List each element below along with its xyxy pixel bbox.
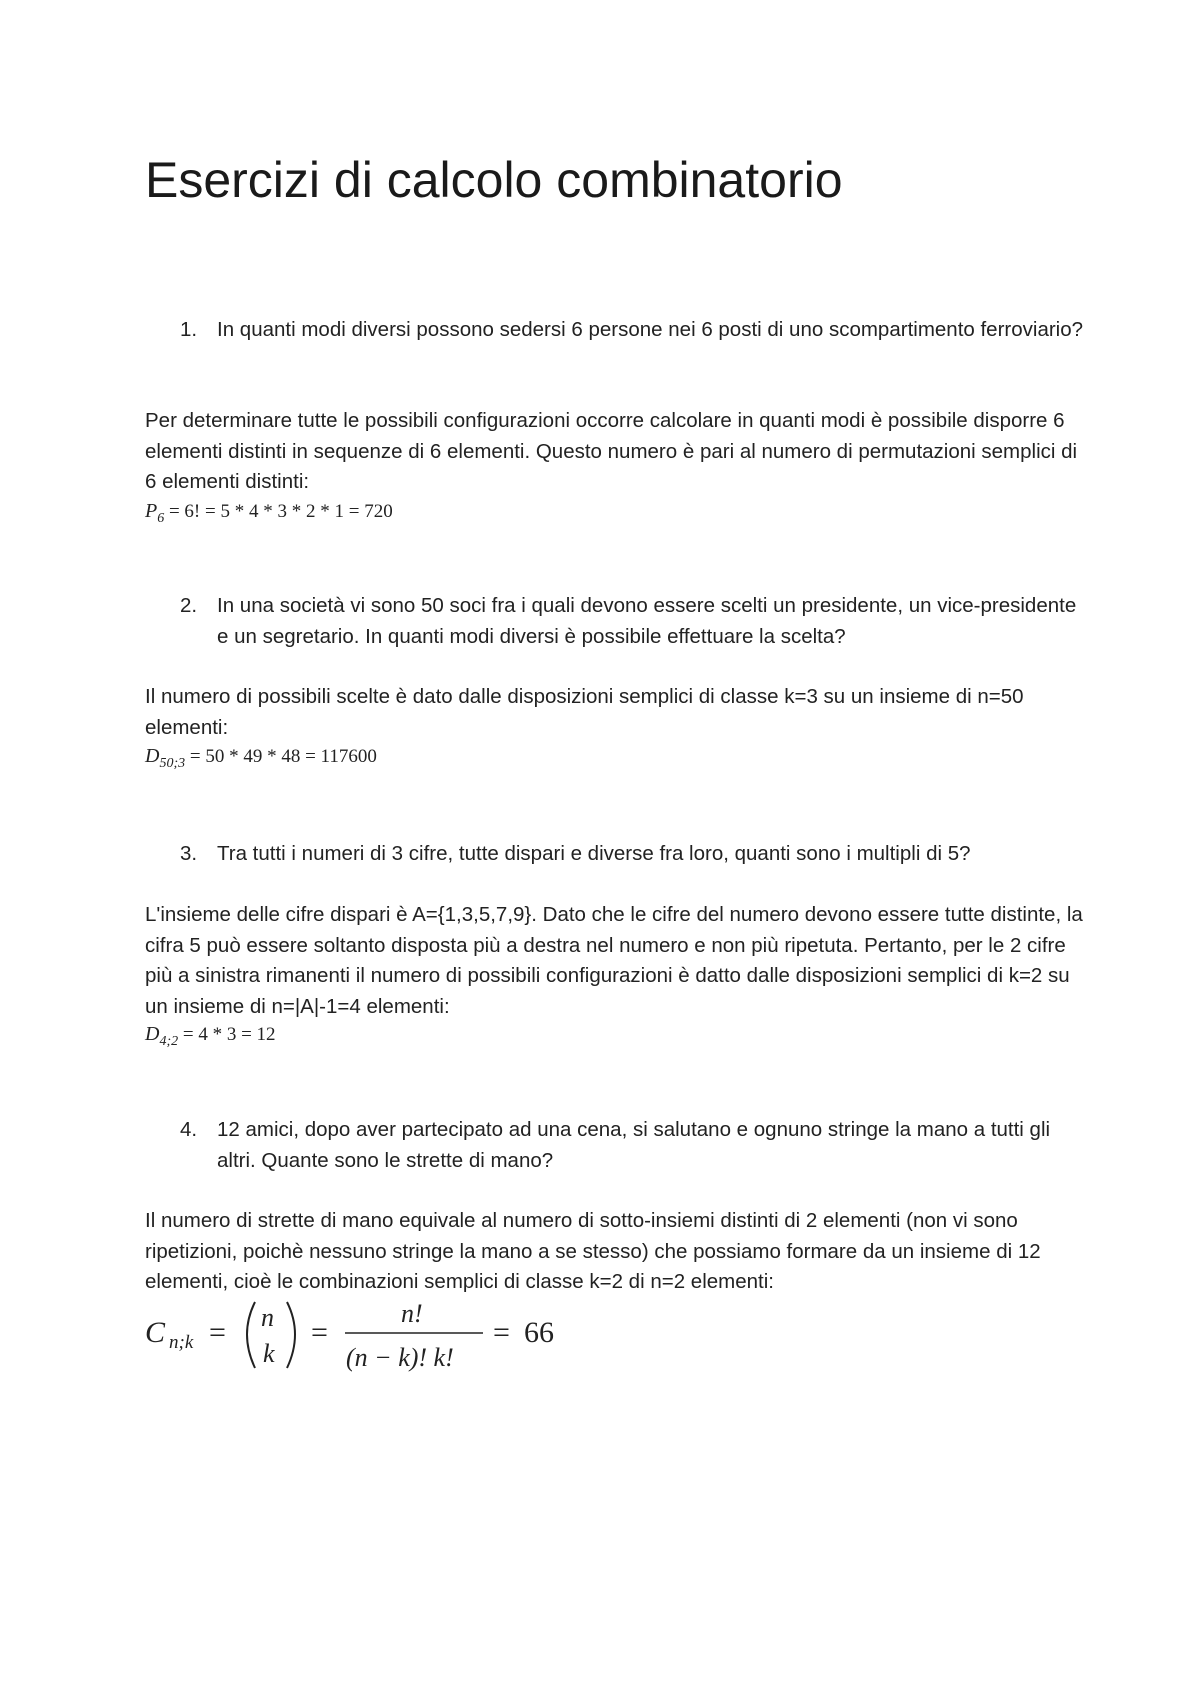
answer-text: Il numero di possibili scelte è dato dalle disposizioni semplici di classe k=3 su un insieme di n=50 elementi: (145, 685, 1024, 739)
formula-subscript: 50;3 (159, 756, 186, 771)
question-number: 2. (180, 594, 198, 617)
combination-formula (143, 1290, 563, 1380)
formula-subscript: 4;2 (159, 1034, 179, 1049)
answer-text: Per determinare tutte le possibili configurazioni occorre calcolare in quanti modi è possibile disporre 6 elementi distinti in sequenze di 6 elementi. Questo numero è pari al numero di permutazioni semplici di 6 elementi distinti: (145, 409, 1078, 493)
formula-lhs-subscript: n;k (169, 1332, 194, 1353)
formula-equals: = (493, 1316, 510, 1349)
formula (145, 1023, 276, 1050)
formula-symbol: D (145, 745, 160, 767)
question-text: Tra tutti i numeri di 3 cifre, tutte dispari e diverse fra loro, quanti sono i multipli di 5? (217, 842, 971, 865)
formula-lhs: C (145, 1316, 166, 1349)
answer-text: L'insieme delle cifre dispari è A={1,3,5,7,9}. Dato che le cifre del numero devono essere tutte distinte, la cifra 5 può essere soltanto disposta più a destra nel numero e non più ripetuta. Pertanto, per le 2 cifre più a sinistra rimanenti il numero di possibili configurazioni è datto dalle disposizioni semplici di k=2 su un insieme di n=|A|-1=4 elementi: (145, 903, 1083, 1018)
formula-equals: = (311, 1316, 328, 1349)
formula-equals: = (209, 1316, 226, 1349)
question-text: In una società vi sono 50 soci fra i quali devono essere scelti un presidente, un vice-presidente e un segretario. In quanti modi diversi è possibile effettuare la scelta? (217, 594, 1077, 648)
fraction-denominator: (n − k)! k! (346, 1343, 454, 1372)
left-paren (247, 1302, 255, 1368)
exercise-question (145, 838, 1085, 869)
formula (145, 745, 377, 772)
question-text: In quanti modi diversi possono sedersi 6 persone nei 6 posti di uno scompartimento ferroviario? (217, 318, 1084, 341)
exercise-question (145, 590, 1085, 652)
question-number: 1. (180, 318, 198, 341)
formula-symbol: D (145, 1023, 160, 1045)
page-title: Esercizi di calcolo combinatorio (145, 152, 843, 208)
formula-subscript: 6 (157, 511, 165, 526)
formula-expression: = 6! = 5 * 4 * 3 * 2 * 1 = 720 (164, 501, 393, 522)
answer-text: Il numero di strette di mano equivale al numero di sotto-insiemi distinti di 2 elementi (non vi sono ripetizioni, poichè nessuno stringe la mano a se stesso) che possiamo formare da un insieme di 12 elementi, cioè le combinazioni semplici di classe k=2 di n=2 elementi: (145, 1209, 1041, 1293)
formula-expression: = 50 * 49 * 48 = 117600 (185, 746, 377, 767)
exercise-question (145, 314, 1085, 345)
binomial-top: n (261, 1303, 274, 1332)
formula-result: 66 (524, 1316, 554, 1349)
exercise-question (145, 1114, 1085, 1176)
binomial-bottom: k (263, 1339, 275, 1368)
fraction-numerator: n! (401, 1299, 423, 1328)
formula-symbol: P (145, 500, 158, 522)
formula-expression: = 4 * 3 = 12 (178, 1024, 276, 1045)
question-text: 12 amici, dopo aver partecipato ad una cena, si salutano e ognuno stringe la mano a tutti gli altri. Quante sono le strette di mano? (217, 1118, 1051, 1172)
question-number: 3. (180, 842, 198, 865)
question-number: 4. (180, 1118, 198, 1141)
right-paren (287, 1302, 295, 1368)
formula (145, 500, 393, 527)
